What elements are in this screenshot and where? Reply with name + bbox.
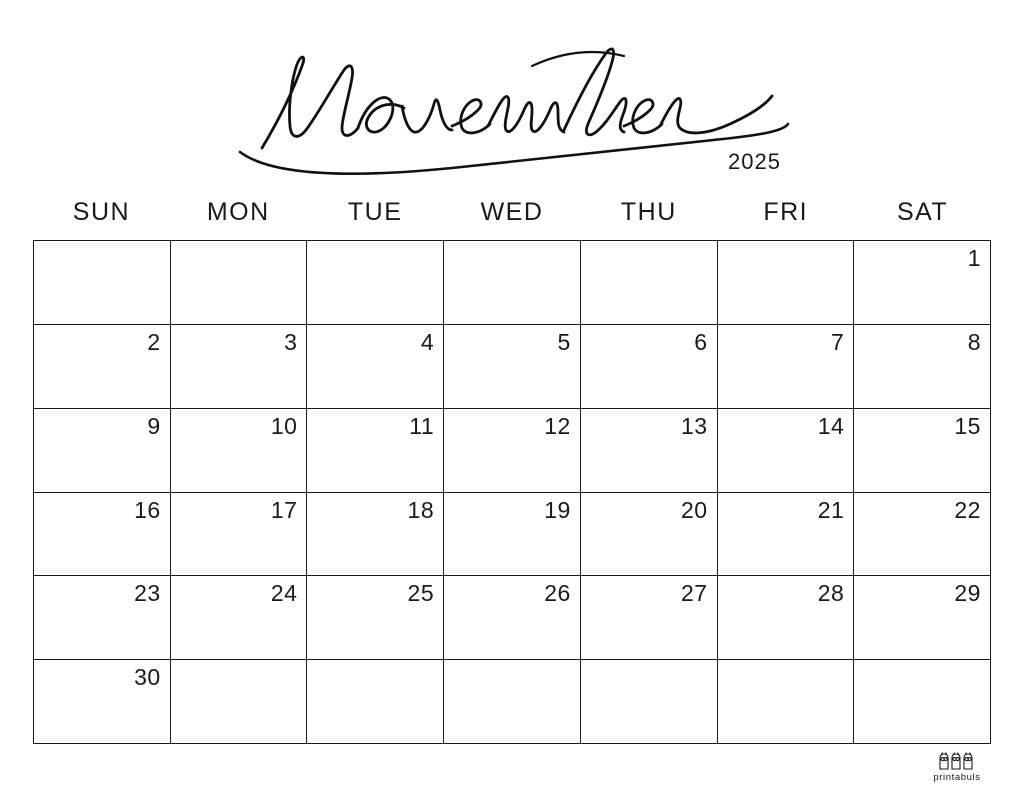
weekday-header-fri: FRI <box>763 198 809 226</box>
day-cell[interactable] <box>581 576 718 660</box>
day-cell[interactable] <box>34 493 171 577</box>
day-cell[interactable] <box>718 325 855 409</box>
day-cell[interactable] <box>34 576 171 660</box>
day-number: 23 <box>134 580 161 607</box>
day-cell[interactable] <box>581 325 718 409</box>
day-number: 26 <box>544 580 571 607</box>
year-label: 2025 <box>728 149 781 174</box>
day-cell[interactable] <box>307 409 444 493</box>
weekday-header-wed: WED <box>480 198 544 226</box>
weekday-header-sun: SUN <box>72 198 131 226</box>
day-cell[interactable] <box>171 576 308 660</box>
weekday-header-mon: MON <box>206 198 270 226</box>
day-number: 19 <box>544 496 571 523</box>
calendar-grid <box>33 240 991 744</box>
day-cell[interactable] <box>581 493 718 577</box>
day-cell[interactable] <box>444 660 581 744</box>
day-cell[interactable] <box>718 493 855 577</box>
day-number: 1 <box>967 245 981 271</box>
day-cell[interactable] <box>718 576 855 660</box>
weekday-header-row <box>33 198 991 227</box>
day-cell[interactable] <box>854 576 991 660</box>
day-number: 13 <box>680 412 708 439</box>
day-number: 12 <box>544 412 571 439</box>
day-cell[interactable] <box>444 241 581 325</box>
calendar-title-area <box>0 18 1024 183</box>
day-cell[interactable] <box>718 409 855 493</box>
day-number: 21 <box>817 496 845 523</box>
day-cell[interactable] <box>171 409 308 493</box>
day-cell[interactable] <box>307 660 444 744</box>
day-cell[interactable] <box>444 325 581 409</box>
day-cell[interactable] <box>34 325 171 409</box>
day-number: 30 <box>134 664 161 691</box>
day-number: 28 <box>817 580 845 607</box>
month-title-script <box>232 26 792 176</box>
day-cell[interactable] <box>444 409 581 493</box>
owl-pair-icon <box>918 751 996 771</box>
weekday-header-tue: TUE <box>347 198 403 226</box>
day-cell[interactable] <box>444 493 581 577</box>
day-number: 6 <box>694 328 708 355</box>
day-cell[interactable] <box>171 325 308 409</box>
day-cell[interactable] <box>854 493 991 577</box>
day-cell[interactable] <box>307 493 444 577</box>
day-cell[interactable] <box>34 660 171 744</box>
day-number: 24 <box>270 580 298 607</box>
day-number: 18 <box>407 496 435 523</box>
day-number: 3 <box>284 328 298 355</box>
day-cell[interactable] <box>854 241 991 325</box>
day-number: 2 <box>147 328 161 355</box>
day-cell[interactable] <box>307 241 444 325</box>
day-number: 27 <box>680 580 708 607</box>
day-number: 25 <box>407 580 435 607</box>
day-cell[interactable] <box>307 325 444 409</box>
day-cell[interactable] <box>171 241 308 325</box>
day-cell[interactable] <box>171 660 308 744</box>
day-cell[interactable] <box>854 409 991 493</box>
day-number: 15 <box>954 412 981 439</box>
brand-logo <box>918 751 996 783</box>
day-cell[interactable] <box>581 409 718 493</box>
day-cell[interactable] <box>171 493 308 577</box>
day-number: 16 <box>134 496 161 523</box>
day-number: 4 <box>420 328 435 355</box>
day-cell[interactable] <box>581 241 718 325</box>
day-number: 29 <box>954 580 981 607</box>
day-cell[interactable] <box>444 576 581 660</box>
day-cell[interactable] <box>718 241 855 325</box>
day-number: 7 <box>830 328 845 355</box>
day-number: 10 <box>270 412 298 439</box>
day-number: 11 <box>409 412 435 439</box>
day-number: 9 <box>147 412 161 439</box>
day-cell[interactable] <box>854 325 991 409</box>
weekday-header-thu: THU <box>620 198 677 226</box>
day-number: 5 <box>557 328 571 355</box>
day-number: 17 <box>270 496 298 523</box>
day-cell[interactable] <box>307 576 444 660</box>
brand-name: printabuls <box>933 772 981 783</box>
day-cell[interactable] <box>854 660 991 744</box>
weekday-header-sat: SAT <box>896 198 949 226</box>
day-cell[interactable] <box>718 660 855 744</box>
day-number: 8 <box>967 328 981 355</box>
day-number: 14 <box>817 412 845 439</box>
day-cell[interactable] <box>34 241 171 325</box>
day-cell[interactable] <box>34 409 171 493</box>
day-number: 22 <box>954 496 981 523</box>
day-cell[interactable] <box>581 660 718 744</box>
day-number: 20 <box>680 496 708 523</box>
